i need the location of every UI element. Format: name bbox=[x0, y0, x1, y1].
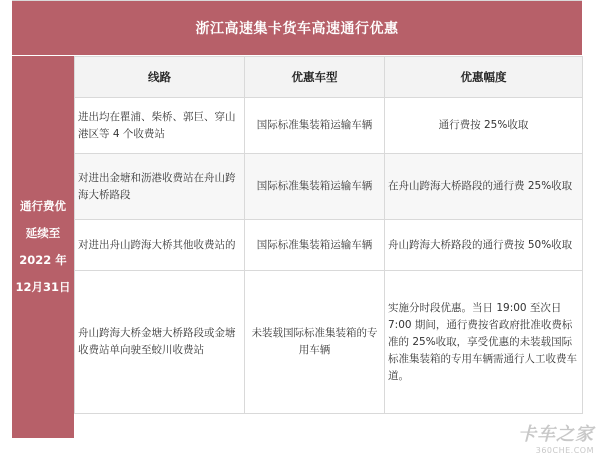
validity-label-line: 12月31日 bbox=[15, 280, 71, 294]
header-road: 线路 bbox=[75, 57, 245, 98]
document-frame bbox=[12, 0, 582, 438]
validity-label bbox=[12, 56, 74, 438]
road-cell: 对进出舟山跨海大桥其他收费站的 bbox=[75, 220, 245, 271]
validity-label-line: 延续至 bbox=[25, 226, 61, 240]
table-row bbox=[75, 154, 583, 220]
watermark-text: 卡车之家 bbox=[518, 424, 594, 445]
vehicle-cell: 国际标准集装箱运输车辆 bbox=[245, 154, 385, 220]
header-vehicle: 优惠车型 bbox=[245, 57, 385, 98]
table-row bbox=[75, 271, 583, 414]
road-cell: 进出均在瞿浦、柴桥、郭巨、穿山港区等 4 个收费站 bbox=[75, 98, 245, 154]
validity-label-line: 2022 年 bbox=[19, 253, 67, 267]
validity-label-line: 通行费优 bbox=[20, 199, 66, 213]
vehicle-cell: 未装载国际标准集装箱的专用车辆 bbox=[245, 271, 385, 414]
header-discount: 优惠幅度 bbox=[385, 57, 583, 98]
table-row bbox=[75, 98, 583, 154]
road-cell: 舟山跨海大桥金塘大桥路段或金塘收费站单向驶至蛟川收费站 bbox=[75, 271, 245, 414]
table-header-row bbox=[75, 57, 583, 98]
discount-cell: 舟山跨海大桥路段的通行费按 50%收取 bbox=[385, 220, 583, 271]
watermark-logo bbox=[502, 424, 594, 462]
table-row bbox=[75, 220, 583, 271]
discount-cell: 实施分时段优惠。当日 19:00 至次日 7:00 期间，通行费按省政府批准收费标准的 25%收取，享受优惠的未装载国际标准集装箱的专用车辆需通行人工收费车道。 bbox=[385, 271, 583, 414]
vehicle-cell: 国际标准集装箱运输车辆 bbox=[245, 220, 385, 271]
road-cell: 对进出金塘和沥港收费站在舟山跨海大桥路段 bbox=[75, 154, 245, 220]
page-title: 浙江高速集卡货车高速通行优惠 bbox=[12, 0, 582, 55]
vehicle-cell: 国际标准集装箱运输车辆 bbox=[245, 98, 385, 154]
discount-cell: 通行费按 25%收取 bbox=[385, 98, 583, 154]
discount-cell: 在舟山跨海大桥路段的通行费 25%收取 bbox=[385, 154, 583, 220]
watermark-url: 360CHE.COM bbox=[535, 446, 594, 455]
discount-table bbox=[74, 56, 583, 414]
